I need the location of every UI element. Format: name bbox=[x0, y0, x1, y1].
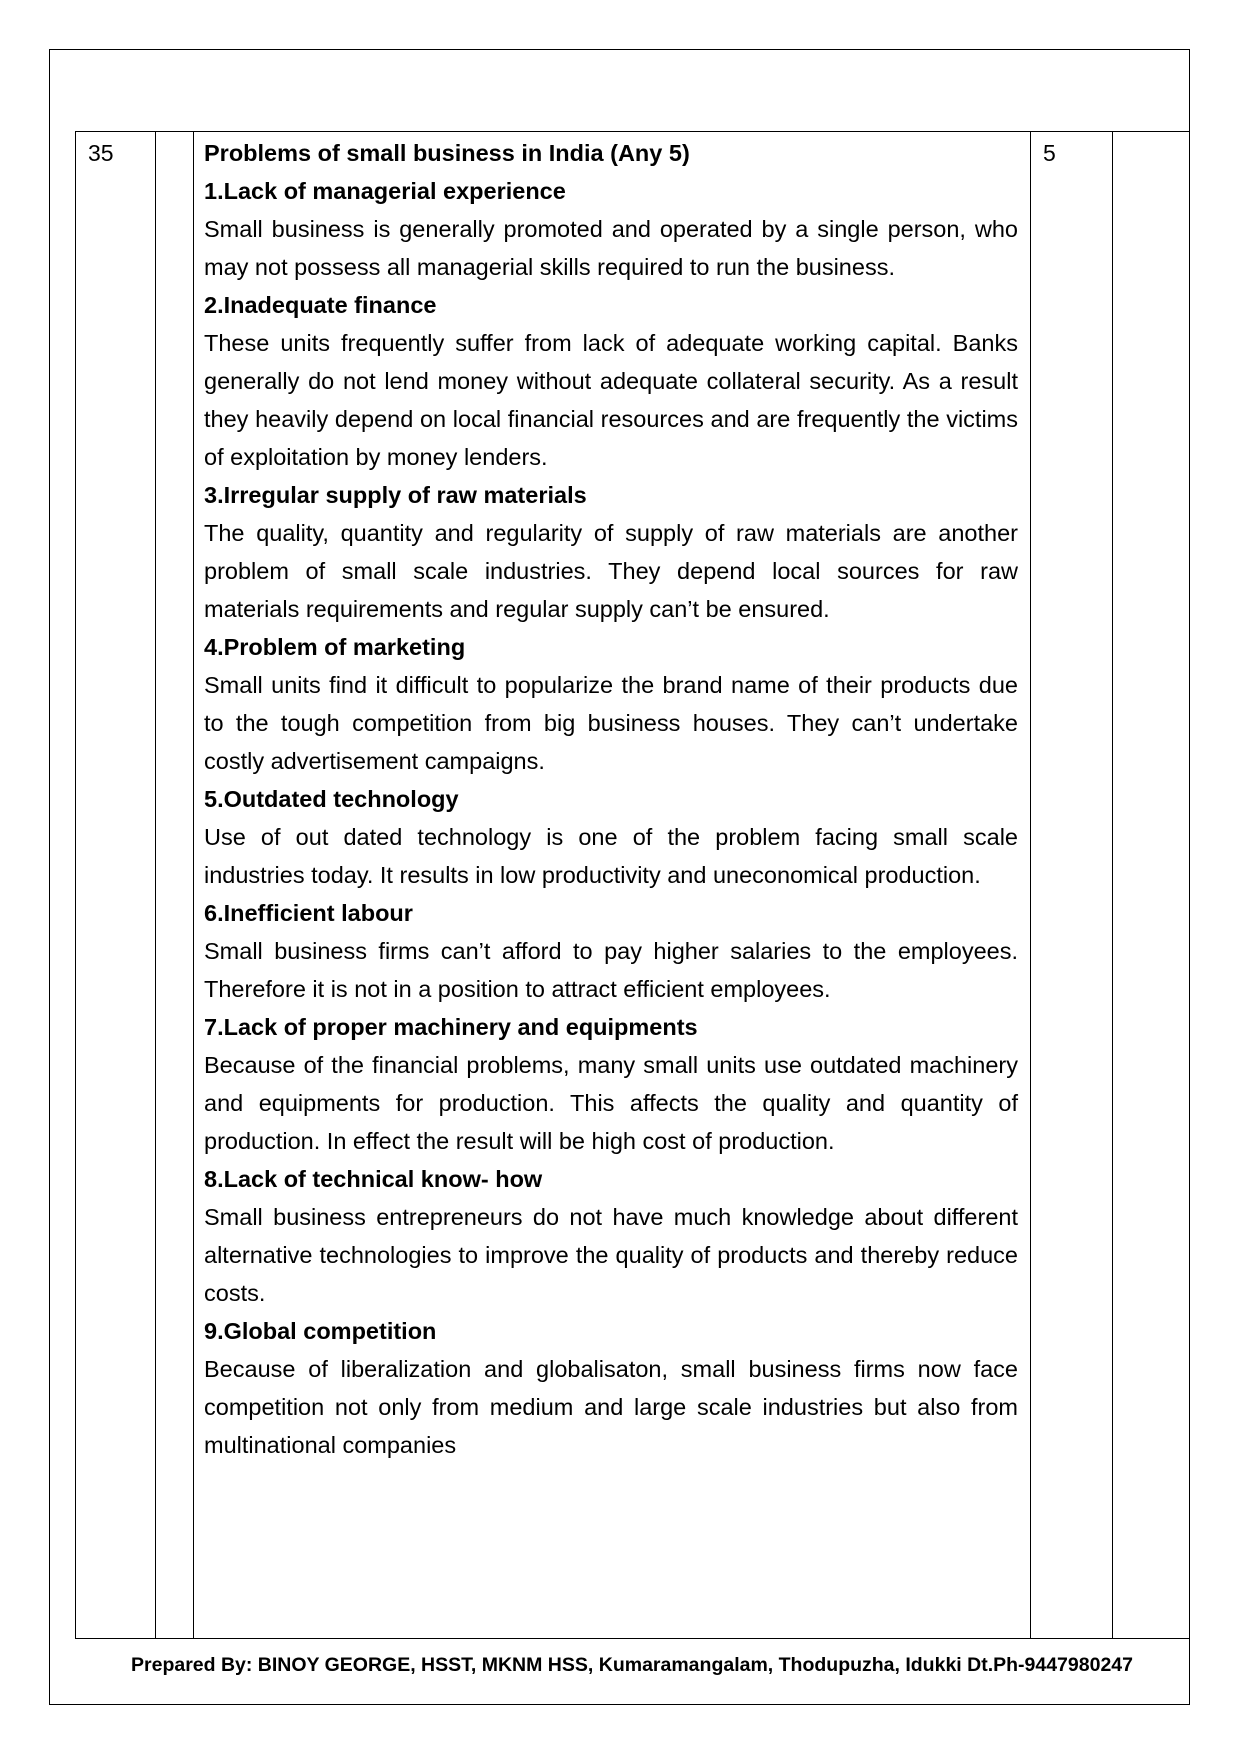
question-number: 35 bbox=[88, 140, 114, 166]
point-heading: 3.Irregular supply of raw materials bbox=[204, 482, 587, 508]
extra-value bbox=[1113, 132, 1189, 134]
point-body: Use of out dated technology is one of the problem facing small scale industries today. It results in low productivity and uneconomical production. bbox=[204, 824, 1018, 888]
answer-title: Problems of small business in India (Any 5) bbox=[204, 140, 690, 166]
question-number-cell bbox=[76, 132, 156, 1639]
sub-question bbox=[156, 132, 193, 134]
point-heading: 1.Lack of managerial experience bbox=[204, 178, 566, 204]
answer-table bbox=[75, 131, 1190, 1639]
answer-content bbox=[194, 132, 1030, 1464]
point-body: Because of liberalization and globalisaton, small business firms now face competition not only from medium and large scale industries but also from multinational companies bbox=[204, 1356, 1018, 1458]
point-body: Small business is generally promoted and operated by a single person, who may not possess all managerial skills required to run the business. bbox=[204, 216, 1018, 280]
point-heading: 5.Outdated technology bbox=[204, 786, 459, 812]
score-cell bbox=[1031, 132, 1113, 1639]
point-heading: 2.Inadequate finance bbox=[204, 292, 437, 318]
point-heading: 8.Lack of technical know- how bbox=[204, 1166, 543, 1192]
score-value: 5 bbox=[1043, 140, 1056, 166]
point-heading: 7.Lack of proper machinery and equipments bbox=[204, 1014, 698, 1040]
point-body: Because of the financial problems, many small units use outdated machinery and equipments for production. This affects the quality and quantity of production. In effect the result will be high cost of production. bbox=[204, 1052, 1018, 1154]
answer-cell bbox=[194, 132, 1031, 1639]
table-row bbox=[76, 132, 1190, 1639]
extra-cell bbox=[1113, 132, 1190, 1639]
point-body: Small business firms can’t afford to pay higher salaries to the employees. Therefore it is not in a position to attract efficient employees. bbox=[204, 938, 1018, 1002]
footer-credit: Prepared By: BINOY GEORGE, HSST, MKNM HSS, Kumaramangalam, Thodupuzha, Idukki Dt.Ph-9447980247 bbox=[131, 1654, 1133, 1676]
point-body: These units frequently suffer from lack of adequate working capital. Banks generally do not lend money without adequate collateral security. As a result they heavily depend on local financial resources and are frequently the victims of exploitation by money lenders. bbox=[204, 330, 1018, 470]
sub-question-cell bbox=[156, 132, 194, 1639]
point-heading: 4.Problem of marketing bbox=[204, 634, 466, 660]
point-body: Small business entrepreneurs do not have much knowledge about different alternative technologies to improve the quality of products and thereby reduce costs. bbox=[204, 1204, 1018, 1306]
point-heading: 9.Global competition bbox=[204, 1318, 437, 1344]
point-body: Small units find it difficult to popularize the brand name of their products due to the tough competition from big business houses. They can’t undertake costly advertisement campaigns. bbox=[204, 672, 1018, 774]
point-body: The quality, quantity and regularity of supply of raw materials are another problem of small scale industries. They depend local sources for raw materials requirements and regular supply can’t be ensured. bbox=[204, 520, 1018, 622]
point-heading: 6.Inefficient labour bbox=[204, 900, 413, 926]
